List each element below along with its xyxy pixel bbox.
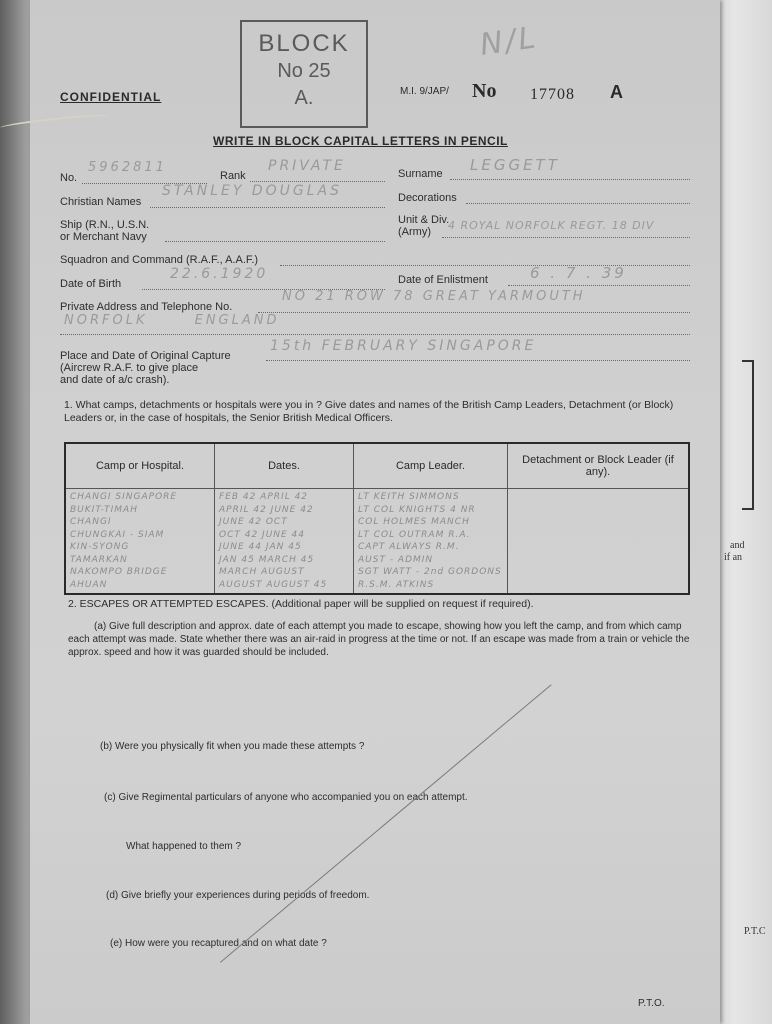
question-2e: (e) How were you recaptured and on what date ? [110, 938, 327, 949]
question-1: 1. What camps, detachments or hospitals were you in ? Give dates and names of the British Camp Leaders, Detachment (or Block) Leaders or, in the case of hospitals, the Senior British Medical Officers. [64, 399, 674, 424]
form-sheet [30, 0, 720, 1024]
unit-value: 4 ROYAL NORFOLK REGT. 18 DIV [448, 219, 655, 232]
date-entry: JAN 45 MARCH 45 [219, 554, 315, 565]
underlying-box-edge [742, 360, 754, 510]
christian-names-label: Christian Names [60, 196, 142, 208]
ship-line [165, 241, 385, 242]
leader-entry: CAPT ALWAYS R.M. [358, 542, 460, 552]
question-2c: (c) Give Regimental particulars of anyone who accompanied you on each attempt. [104, 792, 468, 803]
question-2a: (a) Give full description and approx. date of each attempt you made to escape, showing how you left the camp, and from which camp each attempt was made. State whether there was an air-raid in progress at the time or not. If an escape was made from a train or vehicle the approx. speed and how it was guarded should be included. [68, 621, 690, 658]
detachment-column [508, 489, 690, 595]
leader-column [354, 489, 508, 595]
dates-column [215, 489, 354, 595]
date-entry: APRIL 42 JUNE 42 [219, 504, 314, 515]
capture-label-1: Place and Date of Original Capture [60, 350, 231, 362]
under-text-and: and [730, 540, 745, 551]
leader-entry: LT KEITH SIMMONS [358, 492, 460, 502]
camp-entry: KIN-SYONG [70, 542, 130, 552]
squadron-label: Squadron and Command (R.A.F., A.A.F.) [60, 254, 259, 266]
header-detachment-leader: Detachment or Block Leader (if any). [508, 443, 690, 489]
leader-entry: AUST - ADMIN [358, 554, 434, 565]
date-entry: OCT 42 JUNE 44 [219, 529, 306, 540]
header-camp-leader: Camp Leader. [354, 443, 508, 489]
surname-label: Surname [398, 168, 443, 180]
rank-value: PRIVATE [268, 158, 346, 174]
enlistment-label: Date of Enlistment [398, 274, 488, 286]
mi-reference: M.I. 9/JAP/ [400, 86, 449, 97]
strike-through-line [220, 684, 552, 962]
question-2-title: 2. ESCAPES OR ATTEMPTED ESCAPES. (Additional paper will be supplied on request if required). [68, 598, 534, 610]
camp-entry: TAMARKAN [70, 554, 128, 565]
pto-label: P.T.O. [638, 998, 665, 1009]
squadron-line [280, 265, 690, 266]
date-entry: AUGUST AUGUST 45 [219, 579, 328, 590]
unit-label-1: Unit & Div. [398, 214, 450, 226]
capture-line [266, 360, 690, 361]
decorations-label: Decorations [398, 192, 457, 204]
ship-label-2: or Merchant Navy [60, 231, 147, 243]
rank-line [250, 181, 385, 182]
no-label: No. [60, 172, 78, 184]
question-2d: (d) Give briefly your experiences during periods of freedom. [106, 890, 370, 901]
serial-number: 17708 [530, 86, 575, 103]
decorations-line [466, 203, 690, 204]
camp-entry: AHUAN [70, 579, 108, 590]
date-entry: JUNE 42 OCT [219, 517, 288, 527]
ship-label-1: Ship (R.N., U.S.N. [60, 219, 150, 231]
stamp-line-1: BLOCK [258, 30, 350, 57]
address-line-2 [60, 334, 690, 335]
camp-entry: CHANGI SINGAPORE [70, 492, 178, 502]
camp-entry: NAKOMPO BRIDGE [70, 567, 168, 577]
block-stamp [240, 20, 368, 128]
marginal-mark: N/L [477, 20, 541, 63]
camps-column [65, 489, 215, 595]
leader-entry: LT COL KNIGHTS 4 NR [358, 504, 476, 515]
no-value: 5962811 [88, 160, 167, 175]
address-line-1 [258, 312, 690, 313]
date-entry: FEB 42 APRIL 42 [219, 492, 309, 502]
leader-entry: SGT WATT - 2nd GORDONS [358, 567, 502, 577]
leader-entry: LT COL OUTRAM R.A. [358, 529, 471, 540]
camp-entry: CHUNGKAI - SIAM [70, 529, 165, 540]
stamp-line-3: A. [294, 87, 314, 109]
enlistment-line [508, 285, 690, 286]
dob-value: 22.6.1920 [170, 266, 269, 282]
capture-label-3: and date of a/c crash). [60, 374, 170, 386]
confidential-label: CONFIDENTIAL [60, 90, 162, 104]
address-value-2: NORFOLK ENGLAND [64, 313, 280, 328]
serial-suffix: A [610, 82, 623, 102]
under-text-pto: P.T.C [744, 926, 766, 937]
date-entry: MARCH AUGUST [219, 567, 305, 577]
surname-line [450, 179, 690, 180]
question-2b: (b) Were you physically fit when you made these attempts ? [100, 741, 365, 752]
form-instruction: WRITE IN BLOCK CAPITAL LETTERS IN PENCIL [213, 134, 508, 148]
capture-label-2: (Aircrew R.A.F. to give place [60, 362, 199, 374]
camps-table [64, 442, 690, 595]
date-entry: JUNE 44 JAN 45 [219, 542, 302, 552]
surname-value: LEGGETT [470, 156, 560, 174]
question-2c-followup: What happened to them ? [126, 841, 242, 852]
address-value-1: NO 21 ROW 78 GREAT YARMOUTH [282, 289, 586, 304]
header-dates: Dates. [215, 443, 354, 489]
christian-names-line [150, 207, 385, 208]
unit-label-2: (Army) [398, 226, 431, 238]
address-label: Private Address and Telephone No. [60, 301, 233, 313]
dob-label: Date of Birth [60, 278, 122, 290]
number-label: No [472, 80, 497, 102]
unit-line [442, 237, 690, 238]
enlistment-value: 6 . 7 . 39 [530, 264, 627, 282]
under-text-if-an: if an [724, 552, 743, 563]
leader-entry: COL HOLMES MANCH [358, 517, 470, 527]
stamp-line-2: No 25 [277, 60, 331, 82]
rank-label: Rank [220, 170, 246, 182]
camp-entry: BUKIT-TIMAH [70, 504, 138, 515]
capture-value: 15th FEBRUARY SINGAPORE [270, 338, 537, 354]
leader-entry: R.S.M. ATKINS [358, 579, 435, 590]
christian-names-value: STANLEY DOUGLAS [162, 183, 343, 199]
camp-entry: CHANGI [70, 517, 112, 527]
header-camp: Camp or Hospital. [65, 443, 215, 489]
